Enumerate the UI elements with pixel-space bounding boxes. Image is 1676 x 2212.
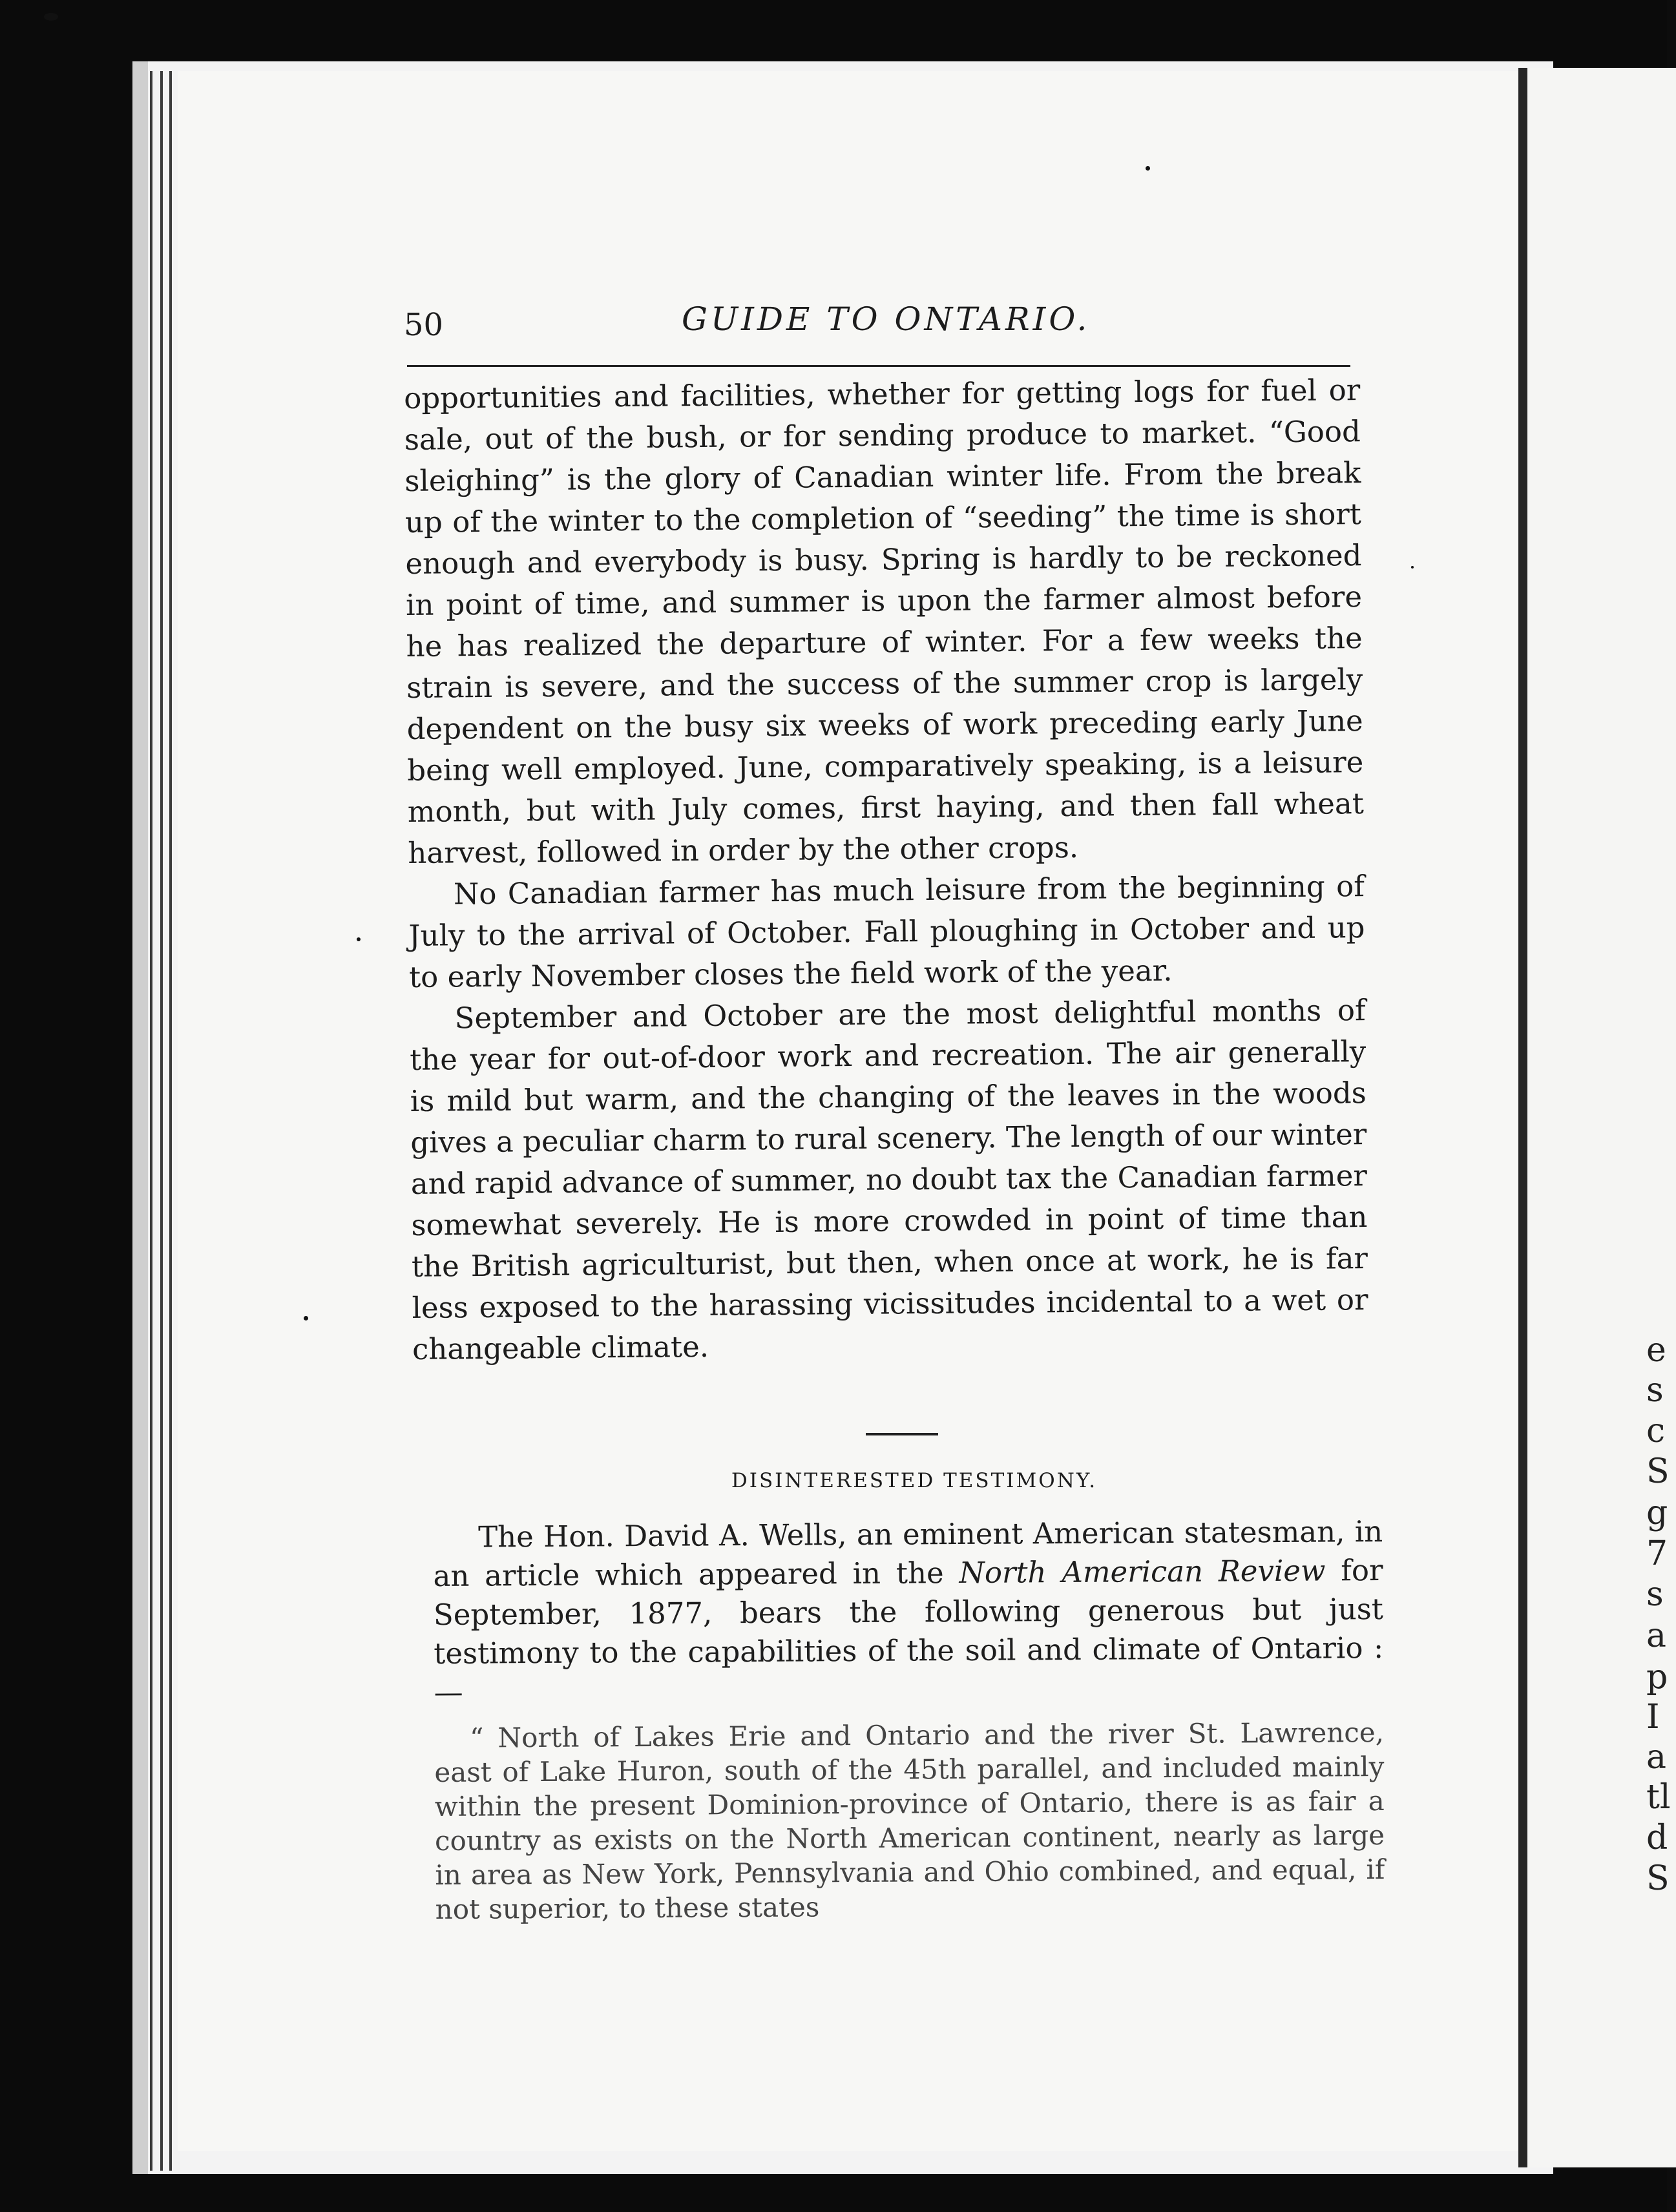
page-edge-line xyxy=(150,71,152,2171)
facing-page-letter: I xyxy=(1646,1698,1660,1737)
section-body xyxy=(433,1512,1385,1926)
facing-page-letter: a xyxy=(1646,1616,1667,1655)
running-head: GUIDE TO ONTARIO. xyxy=(682,300,1091,338)
scan-speck xyxy=(357,937,361,941)
body-text xyxy=(404,370,1368,1370)
section-heading: DISINTERESTED TESTIMONY. xyxy=(731,1469,1098,1492)
scan-speck xyxy=(304,1316,308,1320)
facing-page-letter: s xyxy=(1646,1371,1664,1410)
facing-page-letter: e xyxy=(1646,1331,1666,1370)
facing-page-letter: c xyxy=(1646,1412,1666,1450)
intro-text-continued: for September, 1877, bears the following generous but just testimony to the capabilities of the soil and climate of Ontario :— xyxy=(433,1553,1384,1709)
facing-page-letter: S xyxy=(1646,1859,1670,1898)
facing-page-letter: a xyxy=(1646,1738,1667,1777)
header-rule xyxy=(407,365,1350,367)
intro-paragraph xyxy=(433,1512,1384,1712)
section-separator xyxy=(866,1433,938,1435)
scan-speck xyxy=(44,13,58,21)
quotation: “ North of Lakes Erie and Ontario and the river St. Lawrence, east of Lake Huron, south of the 45th parallel, and included mainly within the present Dominion-province of Ontario, there is as fair a country as exists on the North American continent, nearly as large in area as New York, Pennsylvania and Ohio combined, and equal, if not superior, to these states xyxy=(434,1716,1385,1925)
scan-speck xyxy=(1411,566,1414,569)
journal-title: North American Review xyxy=(959,1553,1326,1591)
facing-page-letter: tl xyxy=(1646,1778,1671,1817)
facing-page-letter: g xyxy=(1646,1494,1668,1532)
facing-page-letter: d xyxy=(1646,1819,1668,1857)
page-edge-line xyxy=(169,71,172,2171)
paragraph: No Canadian farmer has much leisure from the beginning of July to the arrival of October. Fall ploughing in October and up to early November closes the field work of the year. xyxy=(408,869,1365,994)
intro-text: The Hon. David A. Wells, an eminent American statesman, in an article which appeared in the xyxy=(433,1514,1383,1593)
page-header xyxy=(404,300,1354,352)
paragraph: opportunities and facilities, whether for getting logs for fuel or sale, out of the bush, or for sending produce to market. “Good sleighing” is the glory of Canadian winter life. From the break up of the winter to the completion of “seeding” the time is short enough and everybody is busy. Spring is hardly to be reckoned in point of time, and summer is upon the farmer almost before he has realized the departure of winter. For a few weeks the strain is severe, and the success of the summer crop is largely dependent on the busy six weeks of work preceding early June being well employed. June, comparatively speaking, is a leisure month, but with July comes, first haying, and then fall wheat harvest, followed in order by the other crops. xyxy=(404,373,1365,870)
facing-page-letter: p xyxy=(1646,1658,1668,1696)
page-edge-line xyxy=(160,71,163,2171)
scan-speck xyxy=(1146,166,1150,171)
facing-page-letter: S xyxy=(1646,1452,1670,1491)
paragraph: September and October are the most delightful months of the year for out-of-door work and recreation. The air generally is mild but warm, and the changing of the leaves in the woods gives a peculiar charm to rural scenery. The length of our winter and rapid advance of summer, no doubt tax the Canadian farmer somewhat severely. He is more crowded in point of time than the British agriculturist, but then, when once at work, he is far less exposed to the harassing vicissitudes incidental to a wet or changeable climate. xyxy=(409,993,1368,1366)
facing-page-letter: 7 xyxy=(1646,1534,1668,1573)
facing-page-letter: s xyxy=(1646,1575,1664,1614)
page-number: 50 xyxy=(404,307,444,343)
